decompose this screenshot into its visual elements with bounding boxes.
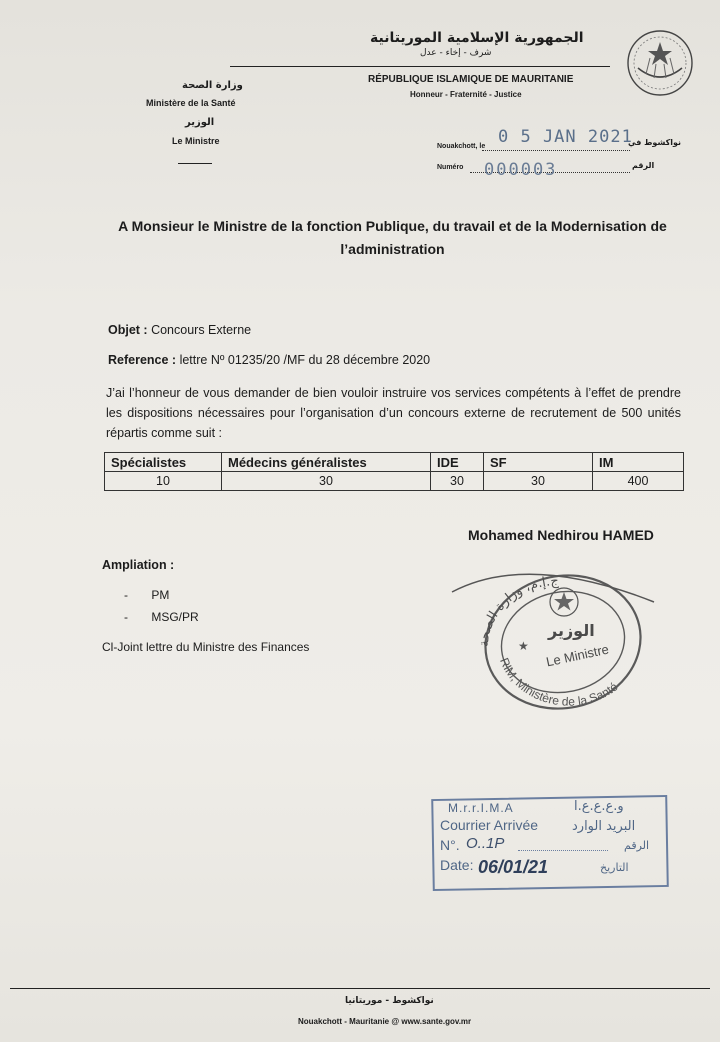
date-dotted-line: [482, 150, 630, 151]
ministry-name-french: Ministère de la Santé: [146, 98, 236, 108]
stamp-emblem-icon: [550, 588, 578, 616]
object-value: Concours Externe: [151, 323, 252, 337]
ampliation-item-label: MSG/PR: [151, 610, 199, 624]
reference-value: lettre Nº 01235/20 /MF du 28 décembre 2020: [179, 353, 431, 367]
list-bullet: -: [124, 588, 128, 602]
footer-city-arabic: نواكشوط - موريتانيا: [345, 996, 434, 1006]
stamp-number-label-arabic: الرقم: [624, 839, 650, 852]
ampliation-item: [124, 588, 169, 602]
recruitment-table: [104, 452, 684, 491]
national-emblem-icon: [624, 28, 696, 98]
stamp-number-value: O..1P: [466, 835, 505, 852]
ministry-name-arabic: وزارة الصحة: [182, 80, 243, 91]
minister-title-arabic: الوزير: [185, 117, 215, 128]
stamp-date-label-arabic: التاريخ: [600, 861, 629, 874]
list-bullet: -: [124, 610, 128, 624]
stamp-title-french: Courrier Arrivée: [440, 817, 539, 833]
table-cell: 400: [593, 472, 684, 491]
table-header-cell: Spécialistes: [105, 453, 222, 472]
footer-rule: [10, 988, 710, 989]
stamp-org-arabic: و.ع.ع.ع.ا: [574, 799, 624, 814]
stamp-star-icon: ★: [518, 639, 529, 653]
object-line: [108, 323, 251, 337]
addressee: A Monsieur le Ministre de la fonction Publique, du travail et de la Modernisation de l’administration: [118, 218, 667, 257]
separator-dash: [178, 163, 212, 164]
country-name-french: RÉPUBLIQUE ISLAMIQUE DE MAURITANIE: [368, 74, 574, 85]
number-label: Numéro: [437, 164, 464, 171]
ampliation-item: [124, 610, 199, 624]
stamp-date-value: 06/01/21: [478, 857, 549, 877]
table-header-cell: IDE: [431, 453, 484, 472]
motto-french: Honneur - Fraternité - Justice: [410, 90, 522, 99]
stamp-org-french: M.r.r.I.M.A: [448, 801, 514, 815]
stamp-center-arabic: الوزير: [548, 621, 595, 640]
stamp-ring-bottom-text: RIM, Ministère de la Santé: [497, 655, 621, 709]
ampliation-title: Ampliation :: [102, 558, 175, 572]
number-stamp-value: 000003: [484, 160, 558, 180]
date-label: Nouakchott, le: [437, 143, 486, 150]
stamp-center-french: Le Ministre: [544, 641, 611, 670]
signatory-name: Mohamed Nedhirou HAMED: [468, 527, 654, 543]
header-rule: [230, 66, 610, 67]
table-cell: 10: [105, 472, 222, 491]
date-stamp-value: 0 5 JAN 2021: [498, 127, 633, 147]
stamp-ring-top-text: ج.إ.م، وزارة الصحة: [476, 573, 560, 648]
ampliation-item-label: PM: [151, 588, 170, 602]
table-cell: 30: [484, 472, 593, 491]
stamp-number-label: N°.: [440, 837, 460, 853]
mail-arrival-stamp: [432, 797, 668, 889]
stamp-number-line: [518, 850, 608, 851]
country-name-arabic: الجمهورية الإسلامية الموريتانية: [370, 30, 584, 46]
table-header-cell: SF: [484, 453, 593, 472]
footer-contact: Nouakchott - Mauritanie @ www.sante.gov.mr: [298, 1017, 472, 1026]
table-row: [105, 472, 684, 491]
object-label: Objet :: [108, 323, 148, 337]
minister-title-french: Le Ministre: [172, 136, 220, 146]
letter-body: J’ai l’honneur de vous demander de bien vouloir instruire vos services compétents à l’effet de prendre les dispositions nécessaires pour l’organisation d’un concours externe de recrutement de 500 unités répartis comme suit :: [106, 386, 681, 440]
reference-line: [108, 353, 430, 367]
table-cell: 30: [431, 472, 484, 491]
table-header-cell: Médecins généralistes: [222, 453, 431, 472]
motto-arabic: شرف - إخاء - عدل: [420, 48, 492, 58]
number-label-arabic: الرقم: [632, 161, 655, 170]
stamp-date-label: Date:: [440, 857, 474, 873]
table-header-cell: IM: [593, 453, 684, 472]
ministry-stamp: [448, 552, 662, 712]
stamp-title-arabic: البريد الوارد: [572, 819, 636, 834]
reference-label: Reference :: [108, 353, 177, 367]
table-cell: 30: [222, 472, 431, 491]
date-label-arabic: نواكشوط في: [628, 138, 681, 147]
table-header-row: [105, 453, 684, 472]
attachment-note: Cl-Joint lettre du Ministre des Finances: [102, 640, 310, 654]
